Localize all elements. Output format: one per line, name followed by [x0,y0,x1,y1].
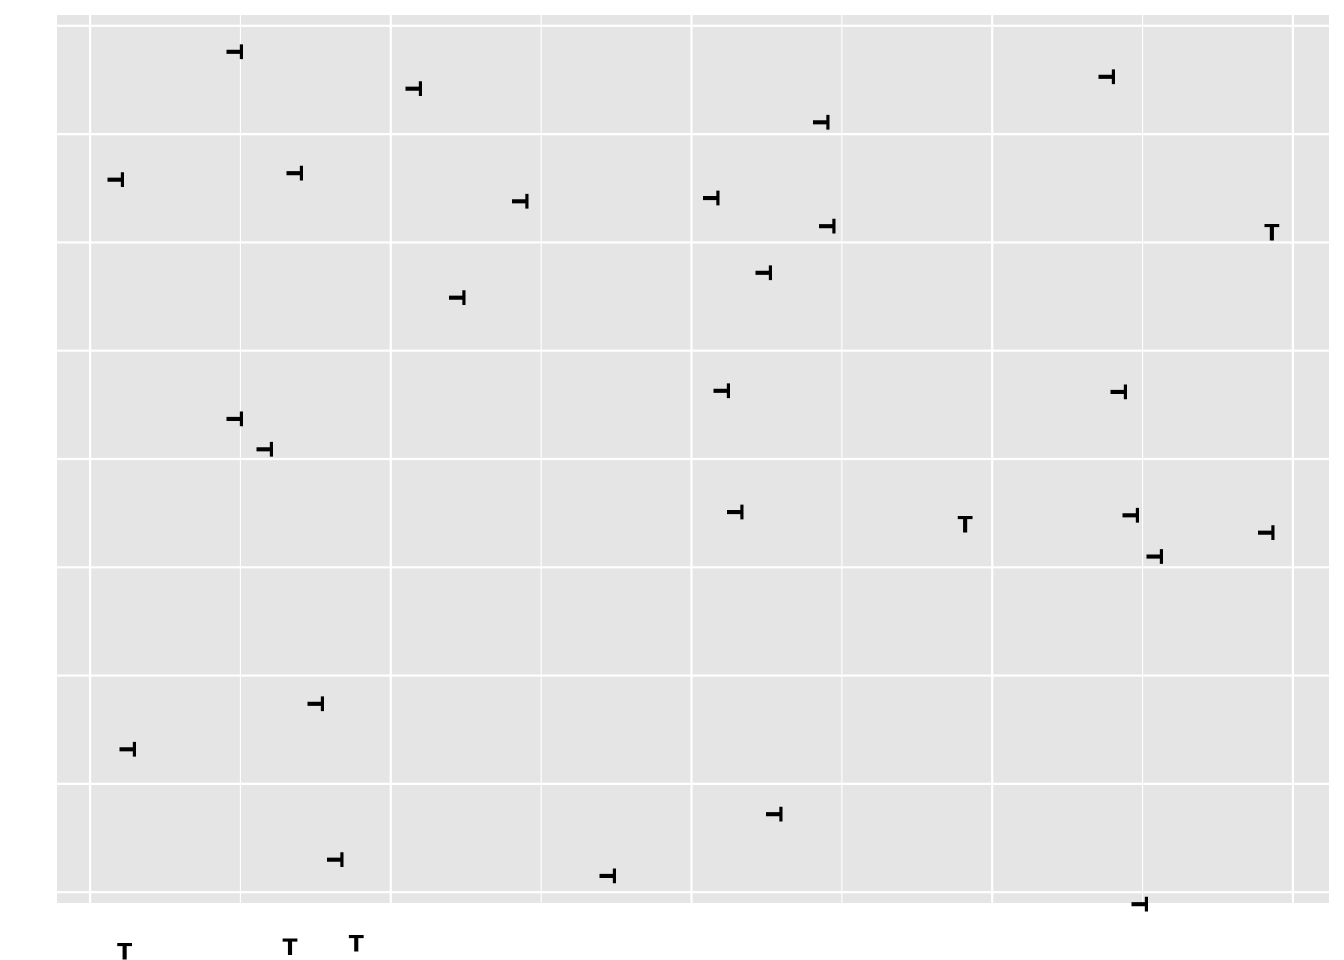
data-point-2: T [399,81,425,97]
data-point-29: T [282,935,298,960]
data-point-7: T [506,193,532,209]
data-point-15: T [220,411,246,427]
data-point-3: T [1092,69,1118,85]
data-point-18: T [957,513,973,539]
data-point-5: T [101,172,127,188]
data-point-13: T [707,383,733,399]
data-point-10: T [1264,221,1280,247]
data-point-19: T [1116,507,1142,523]
data-point-22: T [301,696,327,712]
data-point-11: T [749,265,775,281]
data-point-23: T [113,741,139,757]
data-point-28: T [117,940,133,960]
data-point-6: T [280,165,306,181]
data-point-25: T [321,852,347,868]
data-point-24: T [760,806,786,822]
data-point-21: T [1140,548,1166,564]
data-point-9: T [812,218,838,234]
data-point-30: T [348,932,364,958]
data-point-17: T [721,504,747,520]
data-point-20: T [1251,525,1277,541]
data-point-12: T [442,290,468,306]
data-point-27: T [1125,896,1151,912]
data-point-1: T [220,44,246,60]
data-point-26: T [593,868,619,884]
data-point-4: T [806,114,832,130]
data-point-14: T [1104,384,1130,400]
data-point-8: T [697,190,723,206]
data-point-16: T [250,441,276,457]
